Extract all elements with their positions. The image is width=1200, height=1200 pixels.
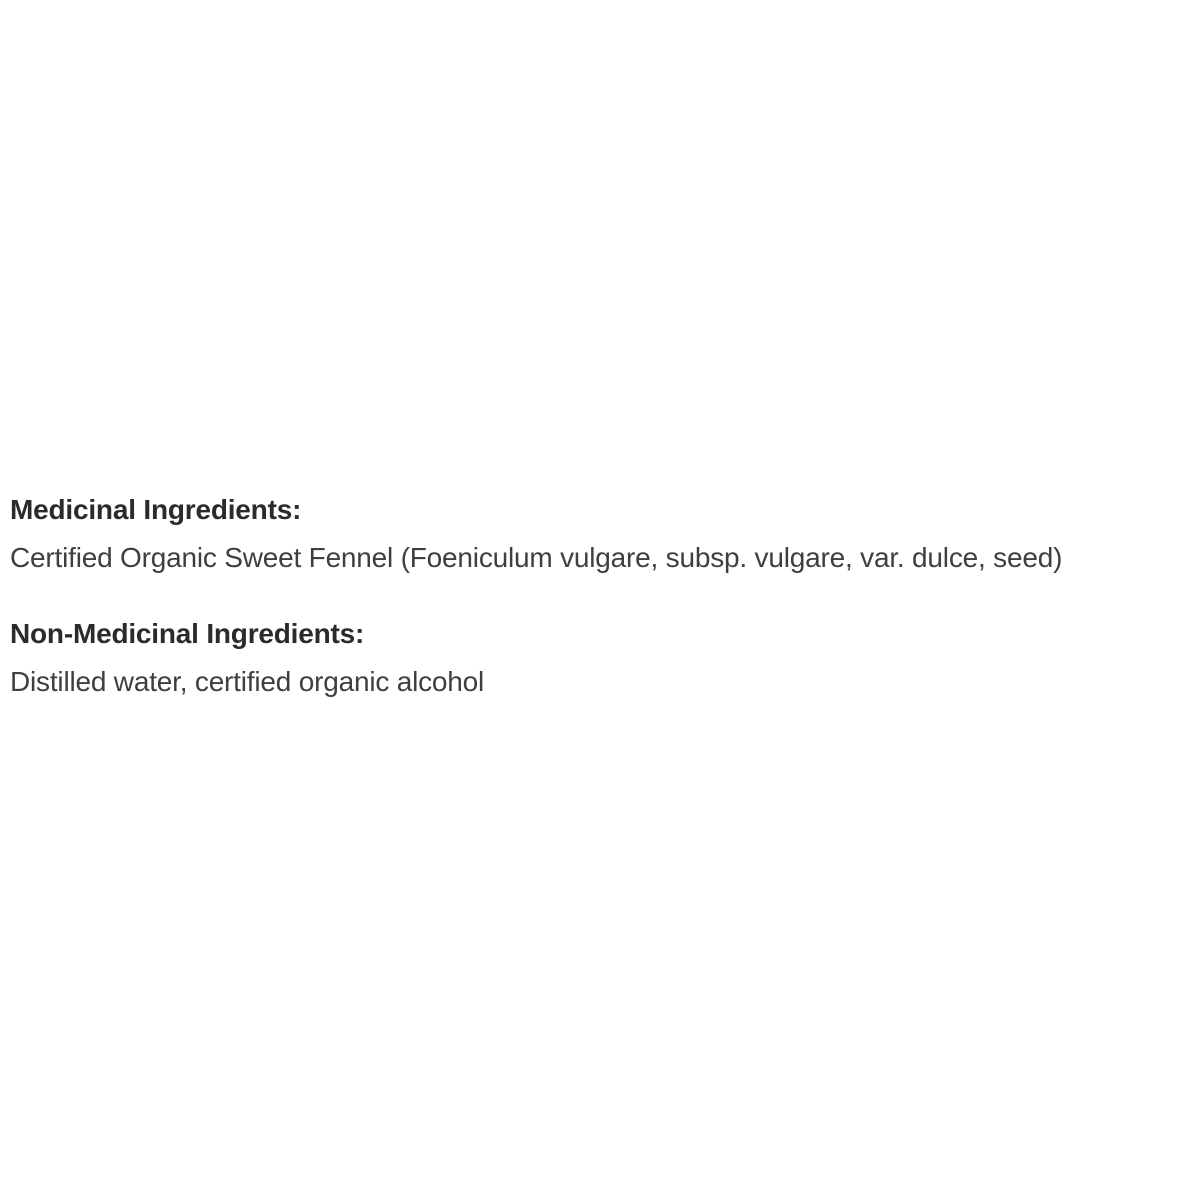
- medicinal-ingredients-text: Certified Organic Sweet Fennel (Foeniculum vulgare, subsp. vulgare, var. dulce, seed): [10, 542, 1063, 573]
- medicinal-ingredients-heading: Medicinal Ingredients:: [10, 494, 302, 525]
- ingredients-panel: [10, 486, 1200, 706]
- non-medicinal-ingredients-section: [10, 610, 1200, 706]
- medicinal-ingredients-section: [10, 486, 1200, 582]
- non-medicinal-ingredients-text: Distilled water, certified organic alcohol: [10, 666, 485, 697]
- non-medicinal-ingredients-heading: Non-Medicinal Ingredients:: [10, 618, 365, 649]
